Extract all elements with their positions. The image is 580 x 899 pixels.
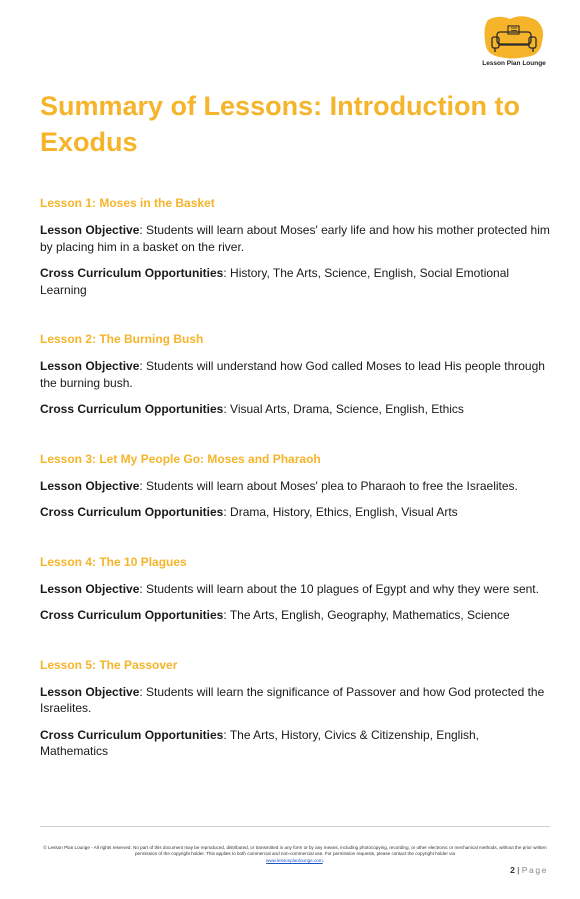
lesson-cross-curriculum: Cross Curriculum Opportunities: The Arts, English, Geography, Mathematics, Science xyxy=(40,608,510,622)
lesson-objective: Lesson Objective: Students will understand how God called Moses to lead His people through the burning bush. xyxy=(40,359,545,390)
objective-label: Lesson Objective xyxy=(40,684,140,699)
cross-text: Drama, History, Ethics, English, Visual Arts xyxy=(230,505,458,519)
objective-text: Students will learn about Moses' plea to Pharaoh to free the Israelites. xyxy=(146,478,518,493)
objective-text: Students will understand how God called Moses to lead His people through the burning bush. xyxy=(40,359,545,390)
lesson-heading: Lesson 2: The Burning Bush xyxy=(40,332,204,346)
copyright-text: © Lesson Plan Lounge - All rights reserved. No part of this document may be reproduced, distributed, or transmitted in any form or by any means, including photocopying, recording, or other electronic or mechanical methods, without the prior written permission of the copyright holder. This applies to both commercial and non-commercial use. For permission requests, please contact the copyright holder via xyxy=(43,845,547,857)
page-number: 2 | Page xyxy=(510,865,548,875)
objective-label: Lesson Objective xyxy=(40,359,140,373)
lesson-item xyxy=(40,196,550,298)
lesson-item xyxy=(40,658,550,760)
objective-label: Lesson Objective xyxy=(40,581,140,596)
lesson-heading: Lesson 5: The Passover xyxy=(40,657,178,672)
lesson-cross-curriculum: Cross Curriculum Opportunities: Drama, History, Ethics, English, Visual Arts xyxy=(40,505,458,519)
page-title: Summary of Lessons: Introduction to Exodus xyxy=(40,91,521,157)
objective-text: Students will learn about the 10 plagues of Egypt and why they were sent. xyxy=(146,581,539,596)
cross-label: Cross Curriculum Opportunities xyxy=(40,402,224,416)
lesson-item xyxy=(40,332,550,418)
website-link[interactable]: www.lessonplanlounge.com xyxy=(266,857,323,863)
footer-divider xyxy=(40,826,550,827)
lesson-objective: Lesson Objective: Students will learn about Moses' early life and how his mother protected him by placing him in a basket on the river. xyxy=(40,223,550,254)
lesson-list xyxy=(40,196,550,794)
lesson-objective: Lesson Objective: Students will learn the significance of Passover and how God protected the Israelites. xyxy=(40,684,545,715)
cross-label: Cross Curriculum Opportunities xyxy=(40,505,224,519)
lounge-sofa-icon xyxy=(482,16,546,60)
cross-text: Visual Arts, Drama, Science, English, Ethics xyxy=(230,402,464,416)
page-number-value: 2 xyxy=(510,865,515,875)
copyright-notice: © Lesson Plan Lounge - All rights reserved. No part of this document may be reproduced, distributed, or transmitted in any form or by any means, including photocopying, recording, or other electronic or mechanical methods, without the prior written permission of the copyright holder. This applies to both commercial and non-commercial use. For permission requests, please contact the copyright holder via www.lessonplanlounge.com. xyxy=(43,845,547,863)
page-label: Page xyxy=(521,865,548,875)
lesson-item xyxy=(40,452,550,521)
lesson-objective: Lesson Objective: Students will learn about Moses' plea to Pharaoh to free the Israelites. xyxy=(40,478,518,493)
objective-label: Lesson Objective xyxy=(40,223,140,237)
lesson-cross-curriculum: Cross Curriculum Opportunities: History, The Arts, Science, English, Social Emotional Learning xyxy=(40,266,510,297)
cross-text: History, The Arts, Science, English, Social Emotional Learning xyxy=(40,266,510,297)
cross-label: Cross Curriculum Opportunities xyxy=(40,266,224,280)
cross-label: Cross Curriculum Opportunities xyxy=(40,727,224,742)
objective-label: Lesson Objective xyxy=(40,478,140,493)
objective-text: Students will learn the significance of Passover and how God protected the Israelites. xyxy=(40,684,545,715)
brand-logo xyxy=(480,16,548,72)
lesson-heading: Lesson 1: Moses in the Basket xyxy=(40,196,215,210)
objective-text: Students will learn about Moses' early life and how his mother protected him by placing him in a basket on the river. xyxy=(40,223,550,254)
cross-text: The Arts, History, Civics & Citizenship, English, Mathematics xyxy=(40,727,479,758)
lesson-item xyxy=(40,555,550,624)
lesson-heading: Lesson 3: Let My People Go: Moses and Pharaoh xyxy=(40,451,321,466)
brand-name: Lesson Plan Lounge xyxy=(482,60,546,67)
lesson-heading: Lesson 4: The 10 Plagues xyxy=(40,554,187,569)
lesson-cross-curriculum: Cross Curriculum Opportunities: Visual Arts, Drama, Science, English, Ethics xyxy=(40,402,464,416)
cross-text: The Arts, English, Geography, Mathematics, Science xyxy=(229,608,510,622)
lesson-objective: Lesson Objective: Students will learn about the 10 plagues of Egypt and why they were sent. xyxy=(40,581,539,596)
cross-label: Cross Curriculum Opportunities xyxy=(40,608,224,622)
lesson-cross-curriculum: Cross Curriculum Opportunities: The Arts, History, Civics & Citizenship, English, Mathematics xyxy=(40,727,479,758)
